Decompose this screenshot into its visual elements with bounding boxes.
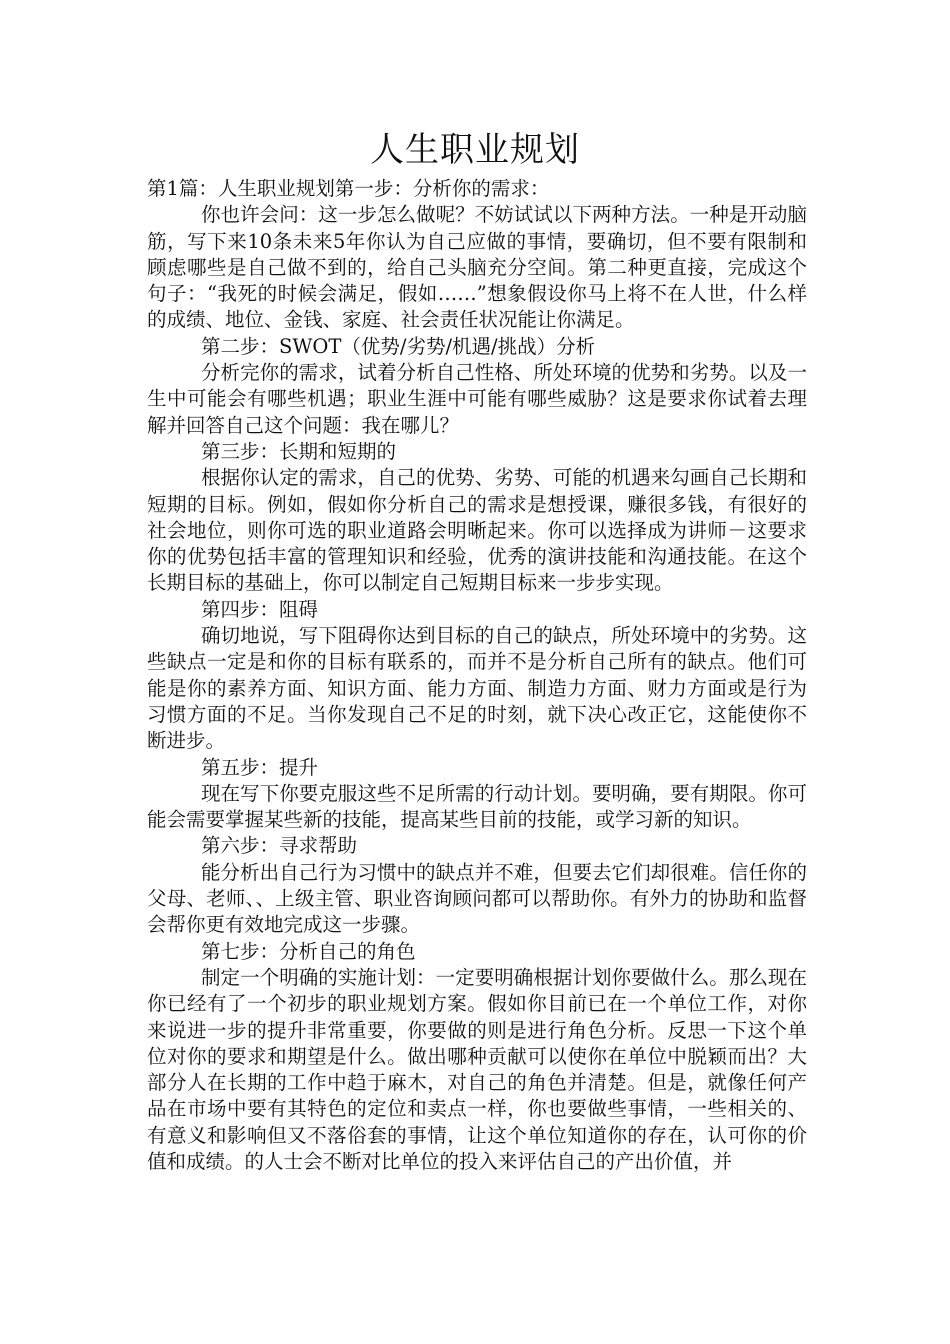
step-heading-5: 第五步：提升 bbox=[201, 755, 319, 779]
paragraph-step5: 现在写下你要克服这些不足所需的行动计划。要明确，要有期限。你可能会需要掌握某些新的技能，提高某些目前的技能，或学习新的知识。 bbox=[147, 781, 807, 832]
step-heading-2: 第二步：SWOT（优势/劣势/机遇/挑战）分析 bbox=[201, 334, 596, 358]
step-heading-3: 第三步：长期和短期的 bbox=[201, 439, 397, 463]
step-heading-4: 第四步：阻碍 bbox=[201, 597, 319, 621]
paragraph-step7: 制定一个明确的实施计划：一定要明确根据计划你要做什么。那么现在你已经有了一个初步的职业规划方案。假如你目前已在一个单位工作，对你来说进一步的提升非常重要，你要做的则是进行角色分析。反思一下这个单位对你的要求和期望是什么。做出哪种贡献可以使你在单位中脱颖而出？大部分人在长期的工作中趋于麻木，对自己的角色并清楚。但是，就像任何产品在市场中要有其特色的定位和卖点一样，你也要做些事情，一些相关的、有意义和影响但又不落俗套的事情，让这个单位知道你的存在，认可你的价值和成绩。的人士会不断对比单位的投入来评估自己的产出价值，并 bbox=[147, 965, 807, 1173]
paragraph-step6: 能分析出自己行为习惯中的缺点并不难，但要去它们却很难。信任你的父母、老师、、上级主管、职业咨询顾问都可以帮助你。有外力的协助和监督会帮你更有效地完成这一步骤。 bbox=[147, 860, 807, 937]
paragraph-step3: 根据你认定的需求，自己的优势、劣势、可能的机遇来勾画自己长期和短期的目标。例如，假如你分析自己的需求是想授课，赚很多钱，有很好的社会地位，则你可选的职业道路会明晰起来。你可以选择成为讲师－这要求你的优势包括丰富的管理知识和经验，优秀的演讲技能和沟通技能。在这个长期目标的基础上，你可以制定自己短期目标来一步步实现。 bbox=[147, 466, 807, 595]
paragraph-step2: 分析完你的需求，试着分析自己性格、所处环境的优势和劣势。以及一生中可能会有哪些机遇；职业生涯中可能有哪些威胁？这是要求你试着去理解并回答自己这个问题：我在哪儿？ bbox=[147, 361, 807, 437]
paragraph-step1: 你也许会问：这一步怎么做呢？不妨试试以下两种方法。一种是开动脑筋，写下来10条未来5年你认为自己应做的事情，要确切，但不要有限制和顾虑哪些是自己做不到的，给自己头脑充分空间。第二种更直接，完成这个句子：“我死的时候会满足，假如……”想象假设你马上将不在人世，什么样的成绩、地位、金钱、家庭、社会责任状况能让你满足。 bbox=[147, 203, 807, 332]
document-title: 人生职业规划 bbox=[370, 130, 580, 170]
step-heading-7: 第七步：分析自己的角色 bbox=[201, 939, 416, 963]
document-body bbox=[147, 176, 807, 1175]
paragraph-step4: 确切地说，写下阻碍你达到目标的自己的缺点，所处环境中的劣势。这些缺点一定是和你的目标有联系的，而并不是分析自己所有的缺点。他们可能是你的素养方面、知识方面、能力方面、制造力方面、财力方面或是行为习惯方面的不足。当你发现自己不足的时刻，就下决心改正它，这能使你不断进步。 bbox=[147, 624, 807, 753]
step-heading-6: 第六步：寻求帮助 bbox=[201, 834, 358, 858]
chapter-heading: 第1篇：人生职业规划第一步：分析你的需求： bbox=[147, 177, 550, 200]
